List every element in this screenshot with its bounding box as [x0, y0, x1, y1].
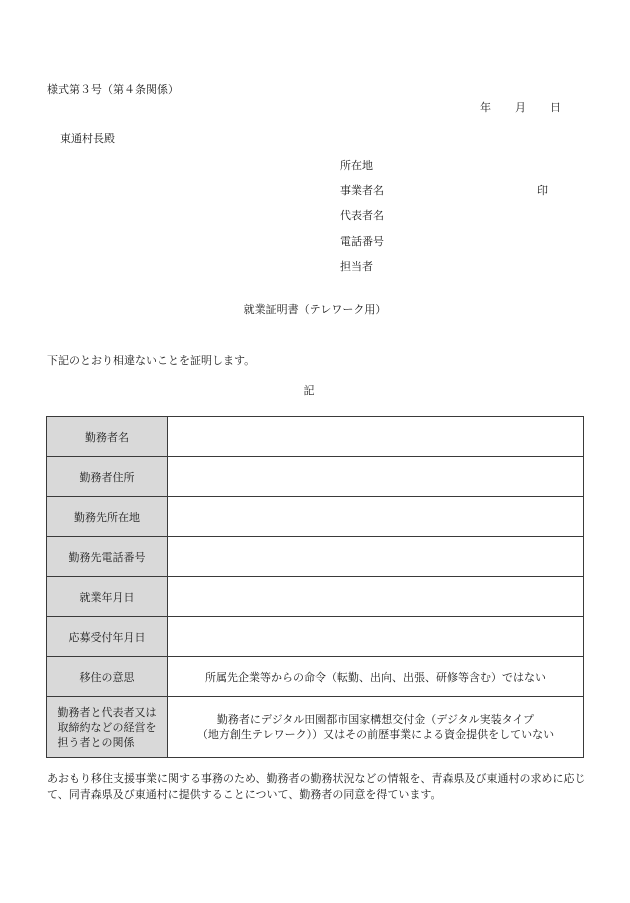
date-line — [480, 99, 561, 115]
table-row — [47, 657, 584, 697]
consent-note: あおもり移住支援事業に関する事務のため、勤務者の勤務状況などの情報を、青森県及び東通村の求めに応じて、同青森県及び東通村に提供することについて、勤務者の同意を得ています。 — [47, 772, 586, 801]
phone-label: 電話番号 — [340, 235, 384, 248]
relationship-label-line: 担う者との関係 — [57, 735, 135, 749]
relocation-intent-statement: 所属先企業等からの命令（転勤、出向、出張、研修等含む）ではない — [168, 657, 584, 697]
representative-label: 代表者名 — [340, 209, 384, 222]
worker-address-label: 勤務者住所 — [47, 457, 168, 497]
relationship-statement-line: （地方創生テレワーク））又はその前歴事業による資金提供をしていない — [196, 728, 555, 741]
certification-intro: 下記のとおり相違ないことを証明します。 — [47, 354, 256, 367]
relationship-label-line: 取締約などの経営を — [57, 720, 157, 734]
date-month-label: 月 — [515, 101, 526, 114]
worker-address-field[interactable] — [168, 457, 584, 497]
workplace-phone-label: 勤務先電話番号 — [47, 537, 168, 577]
addressee: 東通村長殿 — [60, 132, 115, 145]
table-row — [47, 577, 584, 617]
relationship-label-text — [58, 705, 157, 750]
table-row — [47, 697, 584, 758]
business-name-label: 事業者名 — [340, 184, 384, 197]
application-date-label: 応募受付年月日 — [47, 617, 168, 657]
date-day-label: 日 — [550, 101, 561, 114]
relationship-statement — [168, 697, 584, 758]
worker-name-field[interactable] — [168, 417, 584, 457]
workplace-phone-field[interactable] — [168, 537, 584, 577]
relationship-statement-line: 勤務者にデジタル田園都市国家構想交付金（デジタル実装タイプ — [216, 713, 535, 726]
application-date-field[interactable] — [168, 617, 584, 657]
seal-mark: 印 — [537, 184, 548, 197]
table-row — [47, 537, 584, 577]
relationship-label-line: 勤務者と代表者又は — [57, 705, 157, 719]
relationship-statement-text — [168, 712, 583, 742]
date-year-label: 年 — [480, 101, 491, 114]
form-number: 様式第３号（第４条関係） — [47, 83, 179, 96]
employment-date-label: 就業年月日 — [47, 577, 168, 617]
contact-person-label: 担当者 — [340, 260, 373, 273]
table-row — [47, 417, 584, 457]
table-row — [47, 617, 584, 657]
worker-name-label: 勤務者名 — [47, 417, 168, 457]
table-row — [47, 497, 584, 537]
employment-info-table — [46, 416, 584, 758]
table-row — [47, 457, 584, 497]
address-label: 所在地 — [340, 159, 373, 172]
workplace-address-field[interactable] — [168, 497, 584, 537]
employment-date-field[interactable] — [168, 577, 584, 617]
document-title: 就業証明書（テレワーク用） — [243, 303, 387, 316]
record-heading: 記 — [303, 384, 315, 397]
relationship-label — [47, 697, 168, 758]
workplace-address-label: 勤務先所在地 — [47, 497, 168, 537]
relocation-intent-label: 移住の意思 — [47, 657, 168, 697]
